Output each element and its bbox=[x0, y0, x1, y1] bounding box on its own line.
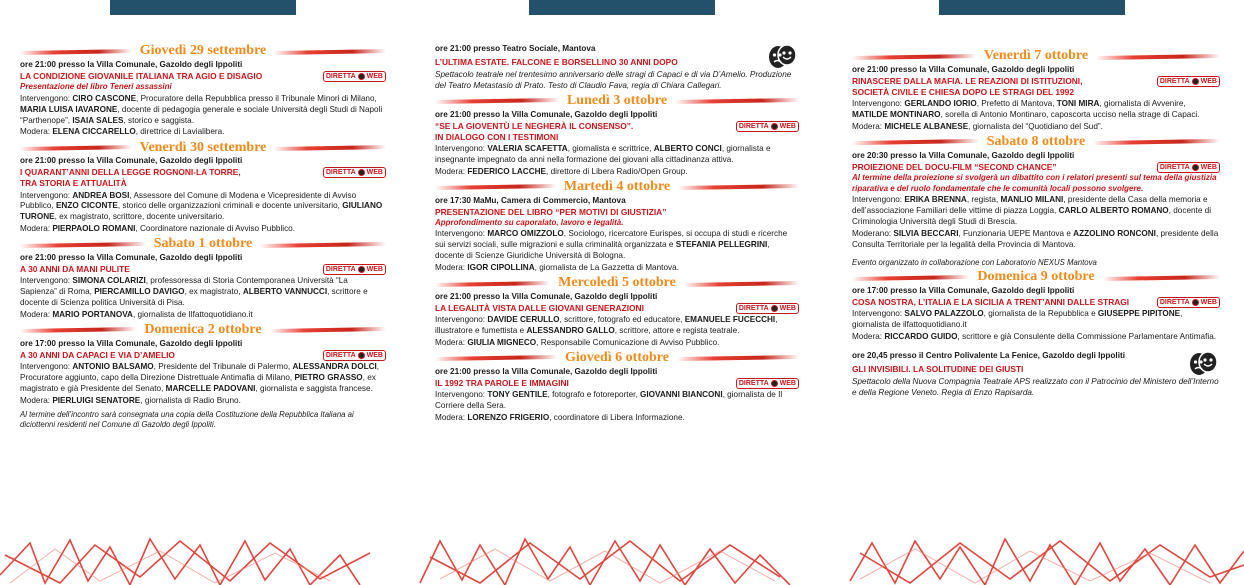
event-title: A 30 ANNI DA CAPACI E VIA D’AMELIO bbox=[20, 349, 175, 360]
event-time-place: ore 21:00 presso la Villa Comunale, Gazoldo degli Ippoliti bbox=[20, 60, 243, 69]
event-speakers: Intervengono: ANTONIO BALSAMO, Presidente del Tribunale di Palermo, ALESSANDRA DOLCI, Procuratore aggiunto, capo della Direzione Distrettuale Antimafia di Milano, PIETRO GRASSO, ex magistrato e già Presidente del Senato, MARCELLE PADOVANI, giornalista e saggista francese. bbox=[20, 361, 380, 393]
event-time-place: ore 21:00 presso Teatro Sociale, Mantova bbox=[435, 44, 596, 53]
theatre-masks-icon bbox=[765, 44, 799, 70]
live-broadcast-icon bbox=[358, 352, 365, 359]
day-header bbox=[435, 351, 799, 366]
day-header bbox=[20, 140, 386, 155]
event-time-place: ore 21:00 presso la Villa Comunale, Gazoldo degli Ippoliti bbox=[435, 292, 658, 302]
day-title: Giovedì 6 ottobre bbox=[565, 350, 669, 366]
day-header bbox=[20, 237, 386, 252]
live-broadcast-icon bbox=[771, 305, 778, 312]
event-subtitle: Presentazione del libro Teneri assassini bbox=[20, 82, 172, 92]
diretta-web-badge: DIRETTA WEB bbox=[1157, 162, 1220, 173]
event-title: RINASCERE DALLA MAFIA. LE REAZIONI DI ISTITUZIONI, SOCIETÀ CIVILE E CHIESA DOPO LE STRAGI DEL 1992 bbox=[852, 75, 1083, 98]
event-time-place: ore 21:00 presso la Villa Comunale, Gazoldo degli Ippoliti bbox=[435, 366, 658, 376]
event-title: COSA NOSTRA, L’ITALIA E LA SICILIA A TRENT’ANNI DALLE STRAGI bbox=[852, 297, 1130, 308]
event-2022-10-06 bbox=[435, 351, 799, 424]
brush-stroke-left bbox=[20, 49, 132, 55]
event-speakers: Intervengono: TONY GENTILE, fotografo e fotoreporter, GIOVANNI BIANCONI, giornalista de Il Corriere della Sera. bbox=[435, 389, 783, 410]
event-title: A 30 ANNI DA MANI PULITE bbox=[20, 264, 130, 275]
diretta-web-badge: DIRETTA WEB bbox=[323, 71, 386, 82]
diretta-web-badge: DIRETTA WEB bbox=[1157, 297, 1220, 308]
event-moderator: Modera: FEDERICO LACCHE, direttore di Libera Radio/Open Group. bbox=[435, 166, 688, 176]
event-2022-10-02 bbox=[20, 323, 386, 430]
event-moderator: Modera: GIULIA MIGNECO, Responsabile Comunicazione di Avviso Pubblico. bbox=[435, 338, 720, 347]
event-2022-10-03 bbox=[435, 94, 799, 178]
event-time-place: ore 20,45 presso il Centro Polivalente La Fenice, Gazoldo degli Ippoliti bbox=[852, 350, 1125, 360]
diretta-web-badge: DIRETTA WEB bbox=[736, 303, 799, 314]
event-speakers: Intervengono: SALVO PALAZZOLO, giornalista de la Repubblica e GIUSEPPE PIPITONE, giornalista de ilfattoquotidiano.it bbox=[852, 309, 1183, 330]
day-title: Giovedì 29 settembre bbox=[139, 43, 267, 59]
event-moderator: Modera: RICCARDO GUIDO, scrittore e già Consulente della Commissione Parlamentare Antimafia. bbox=[852, 332, 1217, 342]
event-title: “SE LA GIOVENTÙ LE NEGHERÀ IL CONSENSO”. IN DIALOGO CON I TESTIMONI bbox=[435, 120, 634, 142]
day-title: Sabato 1 ottobre bbox=[153, 236, 253, 252]
event-title: LA CONDIZIONE GIOVANILE ITALIANA TRA AGIO E DISAGIO bbox=[20, 70, 263, 81]
event-speakers: Intervengono: CIRO CASCONE, Procuratore della Repubblica presso il Tribunale Minori di Milano, MARIA LUISA IAVARONE, docente di pedagogia generale e sociale Università degli Studi di Napoli “Parthenope”, ISAIA SALES, storico e saggista. bbox=[20, 93, 383, 125]
day-header bbox=[852, 49, 1220, 64]
event-subtitle: Al termine della proiezione si svolgerà un dibattito con i relatori presenti sul tema della giustizia riparativa e del ruolo fondamentale che le comunità locali possono svolgere. bbox=[852, 173, 1217, 193]
event-subtitle: Approfondimento su caporalato, lavoro e legalità. bbox=[435, 217, 624, 227]
event-moderator: Modera: IGOR CIPOLLINA, giornalista de La Gazzetta di Mantova. bbox=[435, 263, 679, 273]
day-title: Domenica 9 ottobre bbox=[977, 269, 1095, 285]
event-time-place: ore 17:00 presso la Villa Comunale, Gazoldo degli Ippoliti bbox=[852, 286, 1075, 296]
program-column-1 bbox=[20, 44, 386, 430]
day-header bbox=[435, 94, 799, 109]
event-2022-10-05 bbox=[435, 276, 799, 349]
event-2022-10-07 bbox=[852, 49, 1220, 133]
event-speakers: Intervengono: SIMONA COLARIZI, professoressa di Storia Contemporanea Università “La Sapienza” di Roma, PIERCAMILLO DAVIGO, ex magistrato, ALBERTO VANNUCCI, scrittore e docente di Scienza politica Università di Pisa. bbox=[20, 276, 368, 308]
live-broadcast-icon bbox=[771, 123, 778, 130]
event-speakers: Intervengono: ANDREA BOSI, Assessore del Comune di Modena e Vicepresidente di Avviso Pubblico, ENZO CICONTE, storico delle organizzazioni criminali e docente universitario, GIULIANO TURONE, ex magistrato, scrittore, docente universitario. bbox=[20, 190, 383, 222]
top-banner-center bbox=[529, 0, 715, 15]
event-description: Spettacolo della Nuova Compagnia Teatrale APS realizzato con il Patrocinio del Ministero dell’Interno e della Regione Veneto. Regia di Enzo Rapisarda. bbox=[852, 376, 1219, 397]
top-banner-left bbox=[110, 0, 296, 15]
day-header bbox=[852, 135, 1220, 150]
live-broadcast-icon bbox=[1192, 164, 1199, 171]
day-header bbox=[852, 270, 1220, 285]
event-title: PROIEZIONE DEL DOCU-FILM “SECOND CHANCE” bbox=[852, 161, 1057, 172]
event-theatre-invisibili bbox=[852, 351, 1220, 399]
top-banner-right bbox=[939, 0, 1125, 15]
event-time-place: ore 21:00 presso la Villa Comunale, Gazoldo degli Ippoliti bbox=[852, 65, 1075, 74]
event-time-place: ore 17:00 presso la Villa Comunale, Gazoldo degli Ippoliti bbox=[20, 338, 243, 348]
event-moderator: Modera: MICHELE ALBANESE, giornalista del “Quotidiano del Sud”. bbox=[852, 122, 1103, 132]
event-note: Al termine dell’incontro sarà consegnata una copia della Costituzione della Repubblica Italiana ai diciottenni residenti nel Comune di Gazoldo degli Ippoliti. bbox=[20, 409, 354, 429]
theatre-masks-icon bbox=[1186, 351, 1220, 377]
day-title: Lunedì 3 ottobre bbox=[566, 93, 668, 109]
event-2022-10-09 bbox=[852, 270, 1220, 343]
diretta-web-badge: DIRETTA WEB bbox=[323, 350, 386, 361]
event-speakers: Intervengono: MARCO OMIZZOLO, Sociologo, ricercatore Eurispes, si occupa di studi e ricerche sui servizi sociali, sulle migrazioni e sulla criminalità organizzata e STEFANIA PELLEGRINI, docente di Scienze Giuridiche Università di Bologna. bbox=[435, 229, 788, 261]
event-moderator: Moderano: SILVIA BECCARI, Funzionaria UEPE Mantova e AZZOLINO RONCONI, presidente della Consulta Territoriale per la legalità della Provincia di Mantova. bbox=[852, 229, 1219, 249]
event-2022-10-04 bbox=[435, 180, 799, 274]
event-moderator: Modera: MARIO PORTANOVA, giornalista de Ilfattoquotidiano.it bbox=[20, 310, 253, 319]
event-title: L’ULTIMA ESTATE. FALCONE E BORSELLINO 30 ANNI DOPO bbox=[435, 56, 678, 67]
live-broadcast-icon bbox=[358, 266, 365, 273]
day-title: Martedì 4 ottobre bbox=[563, 178, 671, 194]
event-title: LA LEGALITÀ VISTA DALLE GIOVANI GENERAZIONI bbox=[435, 303, 644, 314]
diretta-web-badge: DIRETTA WEB bbox=[323, 167, 386, 178]
live-broadcast-icon bbox=[1192, 78, 1199, 85]
event-time-place: ore 21:00 presso la Villa Comunale, Gazoldo degli Ippoliti bbox=[20, 253, 243, 263]
event-note: Evento organizzato in collaborazione con Laboratorio NEXUS Mantova bbox=[852, 257, 1097, 267]
event-time-place: ore 21:00 presso la Villa Comunale, Gazoldo degli Ippoliti bbox=[435, 109, 658, 119]
live-broadcast-icon bbox=[1192, 299, 1199, 306]
brush-stroke-right bbox=[274, 49, 386, 55]
live-broadcast-icon bbox=[771, 380, 778, 387]
event-title: I QUARANT’ANNI DELLA LEGGE ROGNONI-LA TORRE, TRA STORIA E ATTUALITÀ bbox=[20, 167, 241, 189]
event-theatre-ultima-estate bbox=[435, 44, 799, 92]
live-broadcast-icon bbox=[358, 73, 365, 80]
program-column-2 bbox=[435, 44, 799, 424]
day-title: Mercoledì 5 ottobre bbox=[558, 275, 676, 291]
event-description: Spettacolo teatrale nel trentesimo anniversario delle stragi di Capaci e di via D’Amelio. Produzione del Teatro Metastasio di Prato. Testo di Claudio Fava, regia di Chiara Callegari. bbox=[435, 70, 792, 90]
event-time-place: ore 17:30 MaMu, Camera di Commercio, Mantova bbox=[435, 195, 626, 205]
diretta-web-badge: DIRETTA WEB bbox=[1157, 76, 1220, 87]
day-header bbox=[20, 323, 386, 338]
event-2022-09-30 bbox=[20, 140, 386, 235]
event-speakers: Intervengono: ERIKA BRENNA, regista, MANLIO MILANI, presidente della Casa della memoria e dell’associazione Familiari delle vittime di piazza Loggia, CARLO ALBERTO ROMANO, docente di Criminologia Università degli Studi di Brescia. bbox=[852, 195, 1212, 227]
day-title: Venerdì 30 settembre bbox=[139, 139, 267, 155]
day-header bbox=[435, 276, 799, 291]
event-moderator: Modera: ELENA CICCARELLO, direttrice di Lavialibera. bbox=[20, 127, 225, 137]
event-time-place: ore 20:30 presso la Villa Comunale, Gazoldo degli Ippoliti bbox=[852, 150, 1075, 160]
diretta-web-badge: DIRETTA WEB bbox=[736, 378, 799, 389]
diretta-web-badge: DIRETTA WEB bbox=[323, 264, 386, 275]
program-column-3 bbox=[852, 49, 1220, 399]
event-2022-10-01 bbox=[20, 237, 386, 321]
day-header bbox=[20, 44, 386, 59]
event-speakers: Intervengono: GERLANDO IORIO, Prefetto di Mantova, TONI MIRA, giornalista di Avvenire, MATILDE MONTINARO, sorella di Antonio Montinaro, caposcorta ucciso nella strage di Capaci. bbox=[852, 99, 1200, 120]
event-title: PRESENTAZIONE DEL LIBRO “PER MOTIVI DI GIUSTIZIA” bbox=[435, 206, 667, 217]
diretta-web-badge: DIRETTA WEB bbox=[736, 121, 799, 132]
event-speakers: Intervengono: VALERIA SCAFETTA, giornalista e scrittrice, ALBERTO CONCI, giornalista e insegnante impegnato da anni nella formazione dei giovani alla cittadinanza attiva. bbox=[435, 144, 771, 164]
event-title: IL 1992 TRA PAROLE E IMMAGINI bbox=[435, 377, 569, 388]
event-moderator: Modera: LORENZO FRIGERIO, coordinatore di Libera Informazione. bbox=[435, 412, 685, 422]
event-title: GLI INVISIBILI. LA SOLITUDINE DEI GIUSTI bbox=[852, 363, 1024, 374]
day-title: Sabato 8 ottobre bbox=[986, 134, 1086, 150]
event-2022-10-08 bbox=[852, 135, 1220, 268]
event-time-place: ore 21:00 presso la Villa Comunale, Gazoldo degli Ippoliti bbox=[20, 156, 243, 166]
live-broadcast-icon bbox=[358, 169, 365, 176]
event-2022-09-29 bbox=[20, 44, 386, 138]
event-speakers: Intervengono: DAVIDE CERULLO, scrittore, fotografo ed educatore, EMANUELE FUCECCHI, illustratore e fumettista e ALESSANDRO GALLO, scrittore, attore e regista teatrale. bbox=[435, 315, 778, 336]
event-moderator: Modera: PIERLUIGI SENATORE, giornalista di Radio Bruno. bbox=[20, 395, 241, 405]
day-title: Venerdì 7 ottobre bbox=[983, 48, 1089, 64]
day-header bbox=[435, 180, 799, 195]
event-moderator: Modera: PIERPAOLO ROMANI, Coordinatore nazionale di Avviso Pubblico. bbox=[20, 224, 296, 234]
red-scribble-decoration bbox=[0, 535, 1244, 585]
day-title: Domenica 2 ottobre bbox=[144, 322, 262, 338]
